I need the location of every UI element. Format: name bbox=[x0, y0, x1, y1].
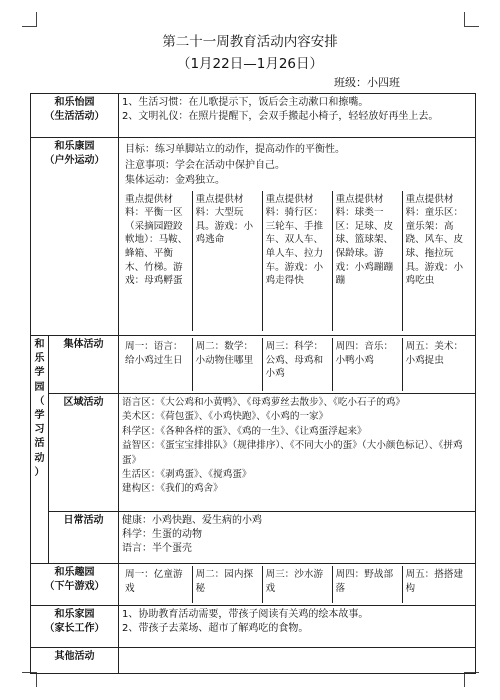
collective-day-5: 周五：美术：小鸡捉虫 bbox=[402, 338, 472, 391]
study-label-char: 园 bbox=[34, 381, 45, 393]
afternoon-day-5: 周五：搭搭建构 bbox=[402, 566, 472, 603]
collective-label: 集体活动 bbox=[49, 336, 119, 394]
collective-row bbox=[31, 336, 476, 394]
family-label-subtitle: （家长工作） bbox=[44, 623, 105, 635]
family-line-2: 2、带孩子去菜场、超市了解鸡吃的食物。 bbox=[122, 623, 309, 635]
afternoon-label-subtitle: （下午游戏） bbox=[44, 581, 105, 593]
other-label: 其他活动 bbox=[31, 648, 119, 674]
page-title: 第二十一周教育活动内容安排 bbox=[162, 34, 338, 50]
family-line-1: 1、协助教育活动需要，带孩子阅读有关鸡的绘本故事。 bbox=[122, 609, 369, 620]
life-line-2: 2、文明礼仪：在照片提醒下，会双手搬起小椅子，轻轻放好再坐上去。 bbox=[122, 111, 439, 123]
study-label-char: 习 bbox=[34, 424, 45, 436]
outdoor-zones bbox=[122, 191, 472, 331]
outdoor-note: 注意事项：学会在活动中保护自己。 bbox=[125, 159, 285, 171]
study-label bbox=[31, 336, 49, 564]
daily-line-2: 科学：生蛋的动物 bbox=[122, 529, 202, 541]
study-label-char: 学 bbox=[34, 409, 45, 421]
other-content bbox=[119, 648, 476, 674]
study-label-char: 学 bbox=[34, 367, 45, 379]
outdoor-label bbox=[31, 138, 119, 336]
life-row bbox=[31, 94, 476, 138]
collective-content bbox=[119, 336, 476, 394]
study-label-char: 和 bbox=[34, 339, 45, 350]
crop-mark-bottom-left bbox=[22, 672, 37, 687]
outdoor-label-title: 和乐康园 bbox=[54, 141, 95, 152]
outdoor-goal: 目标：练习单脚站立的动作，提高动作的平衡性。 bbox=[125, 144, 345, 155]
collective-days bbox=[122, 338, 472, 391]
afternoon-day-1: 周一：亿童游戏 bbox=[122, 566, 192, 603]
study-label-char: 动 bbox=[34, 452, 45, 464]
zone-1: 重点提供材料：平衡一区（采摘园蹬跤軟地）：马鞍、蜂箱、平衡木、竹梯。游戏：母鸡孵蛋 bbox=[122, 191, 192, 331]
collective-day-1: 周一：语言：给小鸡过生日 bbox=[122, 338, 192, 391]
study-label-char: 乐 bbox=[34, 353, 45, 365]
life-content bbox=[119, 94, 476, 138]
daily-line-3: 语言：半个蛋壳 bbox=[122, 543, 192, 555]
afternoon-day-4: 周四：野战部落 bbox=[332, 566, 402, 603]
family-label bbox=[31, 606, 119, 648]
family-label-title: 和乐家园 bbox=[54, 609, 95, 620]
life-label-title: 和乐怡园 bbox=[54, 97, 95, 108]
afternoon-row bbox=[31, 564, 476, 606]
life-label bbox=[31, 94, 119, 138]
crop-mark-bottom-right bbox=[464, 672, 479, 687]
study-label-char: 活 bbox=[34, 438, 45, 450]
area-line-4: 益智区：《蛋宝宝排排队》（规律排序）、《不同大小的蛋》（大小颜色标记）、《拼鸡蛋》 bbox=[122, 440, 463, 466]
class-label: 班级：小四班 bbox=[334, 76, 400, 89]
study-label-char: ） bbox=[34, 466, 45, 478]
area-line-3: 科学区：《各种各样的蛋》、《鸡的一生》、《让鸡蛋浮起来》 bbox=[122, 425, 367, 437]
collective-day-3: 周三：科学：公鸡、母鸡和小鸡 bbox=[262, 338, 332, 391]
collective-day-4: 周四：音乐：小鸭小鸡 bbox=[332, 338, 402, 391]
area-content bbox=[119, 394, 476, 512]
zone-5: 重点提供材料：童乐区：童乐架：高跷、风车、皮球、拖拉玩具。游戏：小鸡吃虫 bbox=[402, 191, 472, 331]
outdoor-group: 集体运动：金鸡独立。 bbox=[125, 175, 225, 186]
family-row bbox=[31, 606, 476, 648]
afternoon-days bbox=[122, 566, 472, 603]
daily-label: 日常活动 bbox=[49, 512, 119, 564]
collective-day-2: 周二：数学：小动物住哪里 bbox=[192, 338, 262, 391]
area-row bbox=[31, 394, 476, 512]
other-row bbox=[31, 648, 476, 674]
area-label: 区域活动 bbox=[49, 394, 119, 512]
area-line-1: 语言区：《大公鸡和小黄鸭》、《母鸡萝丝去散步》、《吃小石子的鸡》 bbox=[122, 397, 405, 408]
area-line-2: 美术区：《荷包蛋》、《小鸡快跑》、《小鸡的一家》 bbox=[122, 411, 329, 423]
life-label-subtitle: （生活活动） bbox=[44, 111, 105, 123]
daily-line-1: 健康：小鸡快跑、爱生病的小鸡 bbox=[122, 515, 262, 526]
daily-content bbox=[119, 512, 476, 564]
afternoon-label bbox=[31, 564, 119, 606]
outdoor-row bbox=[31, 138, 476, 336]
zone-4: 重点提供材料：球类一区：足球、皮球、篮球架、保龄球。游戏：小鸡蹦蹦蹦 bbox=[332, 191, 402, 331]
zone-3: 重点提供材料：骑行区：三轮车、手推车、双人车、单人车、拉力车。游戏：小鸡走得快 bbox=[262, 191, 332, 331]
study-label-char: （ bbox=[34, 395, 45, 407]
date-range: （1月22日—1月26日） bbox=[176, 56, 324, 72]
crop-mark-top-right bbox=[464, 12, 479, 27]
schedule-table bbox=[30, 93, 476, 674]
daily-row bbox=[31, 512, 476, 564]
afternoon-label-title: 和乐趣园 bbox=[54, 567, 95, 578]
afternoon-day-3: 周三：沙水游戏 bbox=[262, 566, 332, 603]
afternoon-content bbox=[119, 564, 476, 606]
zone-2: 重点提供材料：大型玩具。游戏：小鸡逃命 bbox=[192, 191, 262, 331]
life-line-1: 1、生活习惯：在儿歌提示下，饭后会主动漱口和擦嘴。 bbox=[122, 97, 369, 108]
area-line-5: 生活区：《剥鸡蛋》、《搅鸡蛋》 bbox=[122, 468, 252, 480]
crop-mark-top-left bbox=[22, 12, 37, 27]
outdoor-label-subtitle: （户外运动） bbox=[44, 155, 105, 167]
area-line-6: 建构区：《我们的鸡舍》 bbox=[122, 483, 223, 495]
family-content bbox=[119, 606, 476, 648]
outdoor-content bbox=[119, 138, 476, 336]
afternoon-day-2: 周二：园内探秘 bbox=[192, 566, 262, 603]
